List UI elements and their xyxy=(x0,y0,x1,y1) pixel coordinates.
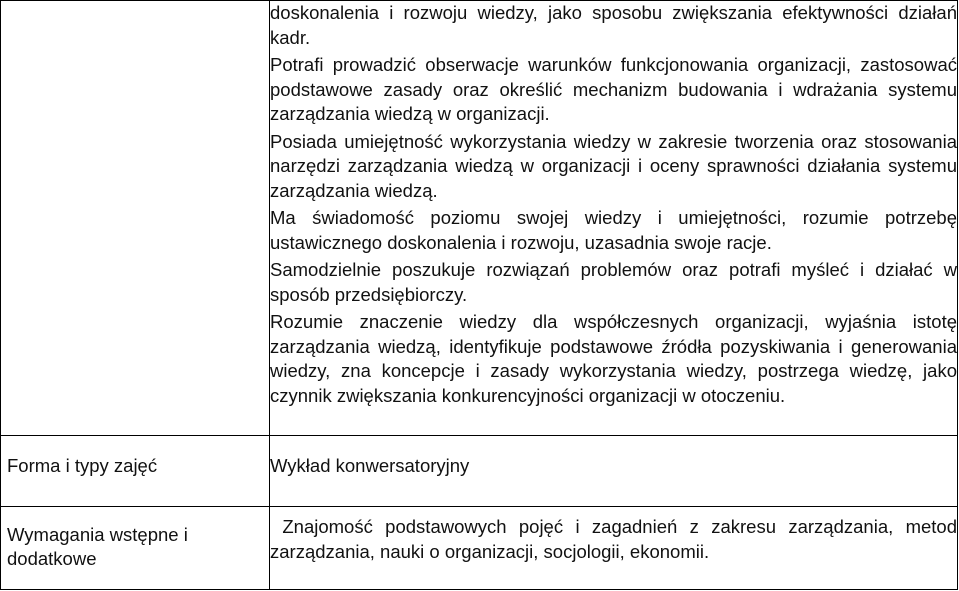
prerequisites-label: Wymagania wstępne i dodatkowe xyxy=(7,524,188,569)
prerequisites-row xyxy=(1,507,958,590)
class-form-label: Forma i typy zajęć xyxy=(7,455,158,476)
outcome-paragraph: Rozumie znaczenie wiedzy dla współczesnych organizacji, wyjaśnia istotę zarządzania wiedzą, identyfikuje podstawowe źródła pozyskiwania i generowania wiedzy, zna koncepcje i zasady wykorzystania wiedzy, postrzega wiedzę, jako czynnik zwiększania konkurencyjności organizacji w otoczeniu. xyxy=(270,311,957,406)
outcome-paragraph: Posiada umiejętność wykorzystania wiedzy w zakresie tworzenia oraz stosowania narzędzi zarządzania wiedzą w organizacji i oceny sprawności działania systemu zarządzania wiedzą. xyxy=(270,130,957,201)
class-form-value-cell xyxy=(270,436,958,507)
outcome-paragraph: doskonalenia i rozwoju wiedzy, jako sposobu zwiększania efektywności działań kadr. xyxy=(270,2,957,48)
class-form-label-cell xyxy=(1,436,270,507)
prerequisites-value: Znajomość podstawowych pojęć i zagadnień z zakresu zarządzania, metod zarządzania, nauki o organizacji, socjologii, ekonomii. xyxy=(270,516,958,562)
class-form-value: Wykład konwersatoryjny xyxy=(270,455,470,476)
outcome-paragraph: Ma świadomość poziomu swojej wiedzy i umiejętności, rozumie potrzebę ustawicznego doskonalenia i rozwoju, uzasadnia swoje racje. xyxy=(270,207,957,253)
outcome-paragraph: Samodzielnie poszukuje rozwiązań problemów oraz potrafi myśleć i działać w sposób przedsiębiorczy. xyxy=(270,259,957,305)
prerequisites-value-cell xyxy=(270,507,958,590)
outcome-paragraph: Potrafi prowadzić obserwacje warunków funkcjonowania organizacji, zastosować podstawowe zasady oraz określić mechanizm budowania i wdrażania systemu zarządzania wiedzą w organizacji. xyxy=(270,54,957,124)
prerequisites-label-cell xyxy=(1,507,270,590)
class-form-row xyxy=(1,436,958,507)
learning-outcomes-cell xyxy=(270,1,958,436)
learning-outcomes-label-cell xyxy=(1,1,270,436)
learning-outcomes-row xyxy=(1,1,958,436)
